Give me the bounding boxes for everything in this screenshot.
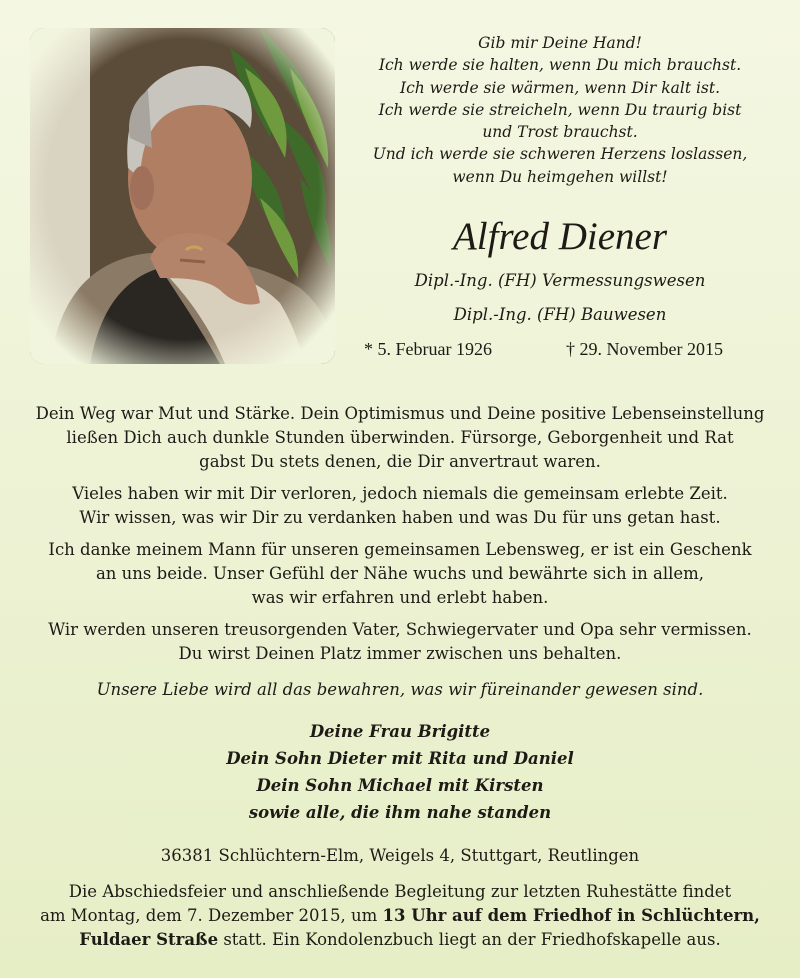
- funeral-line: [0, 928, 800, 952]
- paragraph-line: Ich danke meinem Mann für unseren gemeinsamen Lebensweg, er ist ein Geschenk: [48, 540, 752, 559]
- mourner: Deine Frau Brigitte: [309, 722, 491, 741]
- funeral-date: am Montag, dem 7. Dezember 2015, um: [40, 906, 383, 925]
- poem-line: Gib mir Deine Hand!: [478, 34, 642, 52]
- funeral-time-place: 13 Uhr auf dem Friedhof in Schlüchtern,: [382, 906, 760, 925]
- funeral-line: [0, 904, 800, 928]
- degree-civil-engineering: Dipl.-Ing. (FH) Bauwesen: [453, 305, 667, 324]
- paragraph-line: gabst Du stets denen, die Dir anvertraut waren.: [199, 452, 601, 471]
- poem-line: und Trost brauchst.: [482, 123, 638, 142]
- poem-line: Ich werde sie streicheln, wenn Du traurig bist: [378, 100, 742, 119]
- mourner: Dein Sohn Michael mit Kirsten: [256, 776, 544, 795]
- poem-line: Ich werde sie halten, wenn Du mich brauchst.: [378, 56, 742, 75]
- paragraph: [0, 402, 800, 474]
- paragraph-line: ließen Dich auch dunkle Stunden überwinden. Fürsorge, Geborgenheit und Rat: [66, 428, 734, 447]
- funeral-street: Fuldaer Straße: [79, 930, 219, 949]
- paragraph-line: Wir werden unseren treusorgenden Vater, Schwiegervater und Opa sehr vermissen.: [48, 620, 752, 639]
- birth-date: * 5. Februar 1926: [364, 339, 492, 359]
- deceased-name: Alfred Diener: [452, 215, 668, 258]
- mourners-list: [0, 718, 800, 826]
- poem: [350, 32, 770, 188]
- degree-surveying: Dipl.-Ing. (FH) Vermessungswesen: [414, 271, 706, 290]
- paragraph-line: Dein Weg war Mut und Stärke. Dein Optimismus und Deine positive Lebenseinstellung: [35, 404, 765, 423]
- death-date: † 29. November 2015: [566, 339, 723, 359]
- paragraph-line: an uns beide. Unser Gefühl der Nähe wuchs und bewährte sich in allem,: [95, 564, 705, 583]
- funeral-line: Die Abschiedsfeier und anschließende Begleitung zur letzten Ruhestätte findet: [68, 882, 732, 901]
- motto: Unsere Liebe wird all das bewahren, was wir füreinander gewesen sind.: [96, 680, 704, 699]
- paragraph: [0, 482, 800, 530]
- poem-line: wenn Du heimgehen willst!: [452, 167, 668, 186]
- mourner: Dein Sohn Dieter mit Rita und Daniel: [226, 749, 574, 768]
- paragraph-line: Wir wissen, was wir Dir zu verdanken haben und was Du für uns getan hast.: [79, 508, 721, 527]
- portrait-illustration: [30, 28, 335, 364]
- obituary-text: [0, 402, 800, 674]
- address: 36381 Schlüchtern-Elm, Weigels 4, Stuttgart, Reutlingen: [160, 846, 640, 865]
- mourner: sowie alle, die ihm nahe standen: [248, 803, 552, 822]
- poem-line: Ich werde sie wärmen, wenn Dir kalt ist.: [399, 78, 721, 97]
- poem-line: Und ich werde sie schweren Herzens loslassen,: [372, 145, 748, 164]
- paragraph-line: Vieles haben wir mit Dir verloren, jedoch niemals die gemeinsam erlebte Zeit.: [72, 484, 728, 503]
- paragraph: [0, 538, 800, 610]
- portrait-photo: [30, 28, 335, 364]
- condolence-note: statt. Ein Kondolenzbuch liegt an der Friedhofskapelle aus.: [218, 930, 721, 949]
- paragraph: [0, 618, 800, 666]
- paragraph-line: Du wirst Deinen Platz immer zwischen uns behalten.: [178, 644, 622, 663]
- paragraph-line: was wir erfahren und erlebt haben.: [251, 588, 549, 607]
- funeral-notice: [0, 880, 800, 952]
